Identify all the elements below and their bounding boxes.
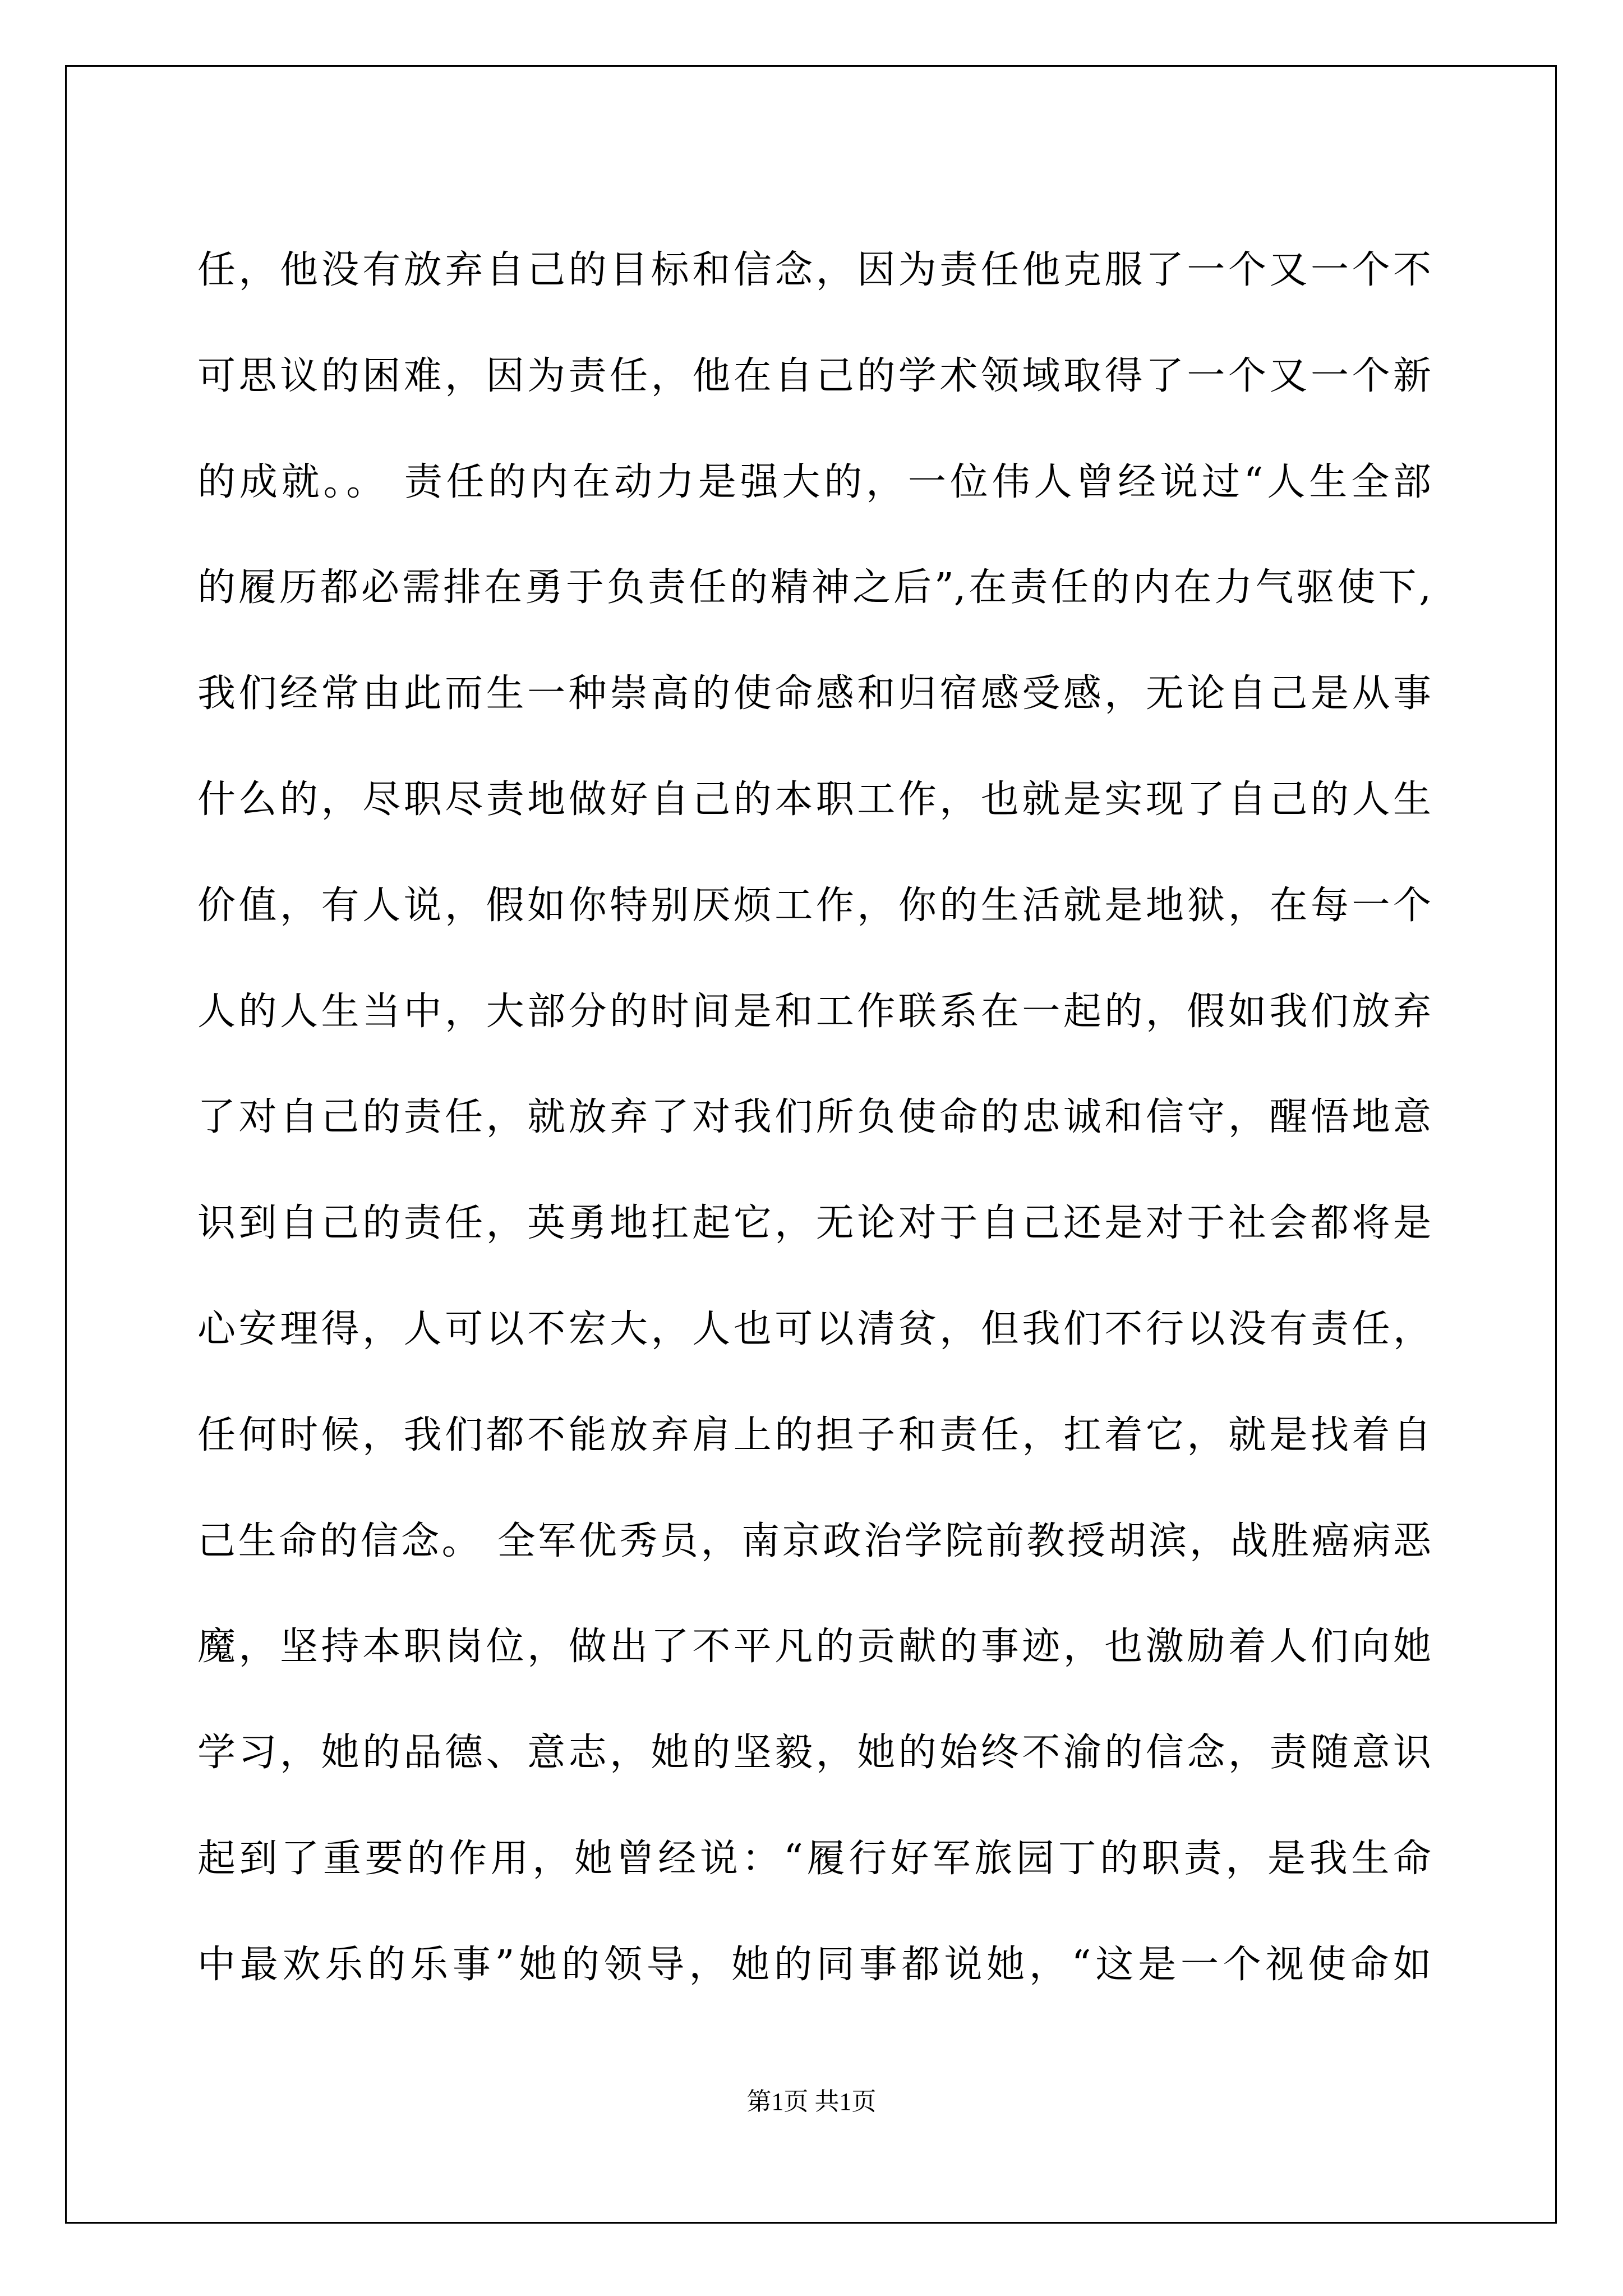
text-line: 学习，她的品德、意志，她的坚毅，她的始终不渝的信念，责随意识 — [197, 1731, 1431, 1775]
text-line: 我们经常由此而生一种崇高的使命感和归宿感受感，无论自己是从事 — [197, 671, 1431, 716]
text-line: 的履历都必需排在勇于负责任的精神之后”,在责任的内在力气驱使下, — [197, 565, 1431, 610]
document-body — [197, 218, 1431, 2018]
text-line: 价值，有人说，假如你特别厌烦工作，你的生活就是地狱，在每一个 — [197, 883, 1431, 928]
text-line: 识到自己的责任，英勇地扛起它，无论对于自己还是对于社会都将是 — [197, 1201, 1431, 1246]
text-line: 可思议的困难，因为责任，他在自己的学术领域取得了一个又一个新 — [197, 353, 1431, 398]
text-line: 任何时候，我们都不能放弃肩上的担子和责任，扛着它，就是找着自 — [197, 1412, 1431, 1457]
text-line: 己生命的信念。 全军优秀员，南京政治学院前教授胡滨，战胜癌病恶 — [197, 1519, 1431, 1563]
text-line: 的成就。。 责任的内在动力是强大的，一位伟人曾经说过“人生全部 — [197, 459, 1431, 504]
text-line: 魔，坚持本职岗位，做出了不平凡的贡献的事迹，也激励着人们向她 — [197, 1625, 1431, 1669]
text-line: 什么的，尽职尽责地做好自己的本职工作，也就是实现了自己的人生 — [197, 777, 1431, 822]
text-line: 中最欢乐的乐事”她的领导，她的同事都说她，“这是一个视使命如 — [197, 1942, 1431, 1987]
text-line: 心安理得，人可以不宏大，人也可以清贫，但我们不行以没有责任， — [197, 1306, 1431, 1351]
page-number-footer: 第1页 共1页 — [746, 2088, 877, 2115]
text-line: 了对自己的责任，就放弃了对我们所负使命的忠诚和信守，醒悟地意 — [197, 1095, 1431, 1140]
text-line: 人的人生当中，大部分的时间是和工作联系在一起的，假如我们放弃 — [197, 989, 1431, 1034]
text-line: 起到了重要的作用，她曾经说：“履行好军旅园丁的职责，是我生命 — [197, 1836, 1431, 1881]
text-line: 任，他没有放弃自己的目标和信念，因为责任他克服了一个又一个不 — [197, 248, 1431, 292]
